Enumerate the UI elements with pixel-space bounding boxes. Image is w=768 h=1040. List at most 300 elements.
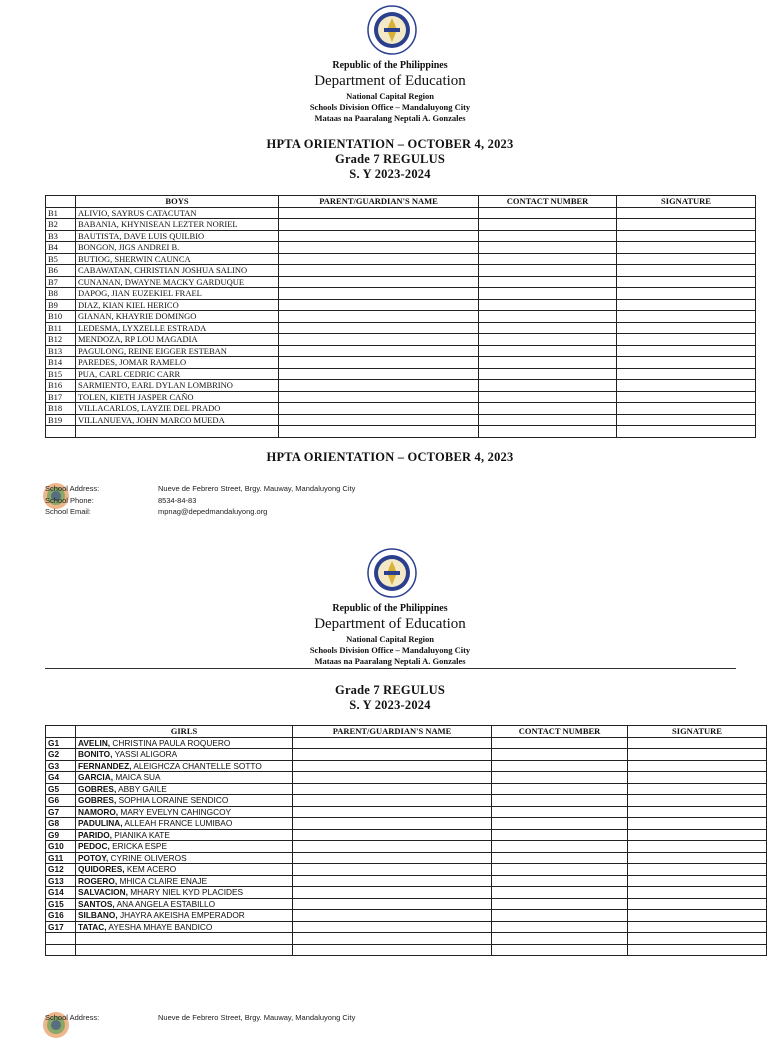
signature-cell[interactable] [617,357,756,369]
student-code: G4 [46,772,76,784]
contact-number-cell[interactable] [479,345,617,357]
student-code: G8 [46,818,76,830]
contact-number-cell[interactable] [492,772,628,784]
contact-number-cell[interactable] [479,357,617,369]
student-code [46,933,76,945]
contact-number-cell[interactable] [479,403,617,415]
student-name [76,795,293,807]
table-row [46,334,756,346]
table-row [46,829,767,841]
student-name: VILLACARLOS, LAYZIE DEL PRADO [76,403,279,415]
student-code: B11 [46,322,76,334]
signature-cell[interactable] [628,760,767,772]
signature-cell[interactable] [628,818,767,830]
parent-name-cell[interactable] [293,841,492,853]
contact-number-cell[interactable] [479,288,617,300]
contact-number-cell[interactable] [492,933,628,945]
student-name: BUTIOG, SHERWIN CAUNCA [76,253,279,265]
division-heading: Schools Division Office – Mandaluyong City [309,645,471,655]
student-given-names: KEM ACERO [124,864,177,875]
student-surname: SILBANO, [78,910,118,921]
parent-name-cell[interactable] [293,737,492,749]
student-name [76,841,293,853]
parent-name-cell[interactable] [279,414,479,426]
table-row [46,783,767,795]
student-code: B8 [46,288,76,300]
signature-cell[interactable] [628,887,767,899]
contact-number-cell[interactable] [492,875,628,887]
student-name: DAPOG, JIAN EUZEKIEL FRAEL [76,288,279,300]
repeat-orientation-title: HPTA ORIENTATION – OCTOBER 4, 2023 [266,450,514,464]
table-row [46,887,767,899]
signature-cell[interactable] [617,299,756,311]
student-code [46,426,76,438]
student-code: B10 [46,311,76,323]
contact-number-cell[interactable] [492,783,628,795]
signature-cell[interactable] [617,219,756,231]
student-name: ALIVIO, SAYRUS CATACUTAN [76,207,279,219]
student-code: G5 [46,783,76,795]
signature-cell[interactable] [628,864,767,876]
contact-number-cell[interactable] [479,322,617,334]
table-row [46,749,767,761]
table-row [46,265,756,277]
table-row [46,864,767,876]
parent-name-cell[interactable] [279,322,479,334]
email-label: School Email: [45,507,91,516]
contact-number-cell[interactable] [492,829,628,841]
grade-title: Grade 7 REGULUS [335,683,445,697]
table-row [46,230,756,242]
student-given-names: ALLEAH FRANCE LUMIBAO [122,818,233,829]
email-value: mpnag@depedmandaluyong.org [158,507,268,516]
table-row [46,322,756,334]
table-row [46,898,767,910]
parent-name-cell[interactable] [279,230,479,242]
student-name: PUA, CARL CEDRIC CARR [76,368,279,380]
signature-cell[interactable] [628,898,767,910]
parent-name-cell[interactable] [293,795,492,807]
student-name: LEDESMA, LYXZELLE ESTRADA [76,322,279,334]
grade-title: Grade 7 REGULUS [335,152,445,166]
student-code: B3 [46,230,76,242]
address-label: School Address: [45,484,100,493]
signature-header: SIGNATURE [628,726,767,738]
student-surname: PARIDO, [78,829,112,840]
address-label: School Address: [45,1013,100,1022]
signature-cell[interactable] [628,933,767,945]
parent-name-cell[interactable] [293,852,492,864]
table-row [46,921,767,933]
student-given-names: CYRINE OLIVEROS [108,852,187,863]
contact-number-cell[interactable] [492,864,628,876]
contact-number-cell[interactable] [479,276,617,288]
code-header [46,726,76,738]
boys-attendance-table [45,195,756,438]
signature-cell[interactable] [617,403,756,415]
student-given-names: ERICKA ESPE [109,841,167,852]
signature-cell[interactable] [628,737,767,749]
parent-name-cell[interactable] [293,910,492,922]
parent-name-cell[interactable] [293,818,492,830]
student-surname: PADULINA, [78,818,123,829]
parent-name-cell[interactable] [293,944,492,956]
parent-name-cell[interactable] [293,898,492,910]
student-name [76,818,293,830]
region-heading: National Capital Region [346,91,434,101]
phone-value: 8534-84-83 [158,495,197,505]
contact-number-cell[interactable] [479,380,617,392]
student-code [46,944,76,956]
signature-cell[interactable] [628,772,767,784]
student-given-names: MAICA SUA [113,772,161,783]
table-row [46,345,756,357]
signature-cell[interactable] [617,322,756,334]
parent-name-cell[interactable] [279,357,479,369]
parent-name-cell[interactable] [293,760,492,772]
student-name: MENDOZA, RP LOU MAGADIA [76,334,279,346]
table-row [46,403,756,415]
table-row [46,933,767,945]
student-name [76,933,293,945]
contact-header: CONTACT NUMBER [492,726,628,738]
signature-cell[interactable] [628,806,767,818]
student-name [76,852,293,864]
parent-name-cell[interactable] [279,391,479,403]
signature-cell[interactable] [628,852,767,864]
contact-number-cell[interactable] [479,207,617,219]
student-code: G11 [46,852,76,864]
signature-cell[interactable] [617,207,756,219]
parent-name-cell[interactable] [293,806,492,818]
parent-name-cell[interactable] [293,829,492,841]
girls-header-row [46,726,767,738]
girls-header: GIRLS [76,726,293,738]
table-row [46,795,767,807]
student-name [76,887,293,899]
contact-number-cell[interactable] [492,760,628,772]
parent-name-cell[interactable] [279,253,479,265]
address-value: Nueve de Febrero Street, Brgy. Mauway, Mandaluyong City [158,1013,356,1022]
student-surname: NAMORO, [78,806,119,817]
table-row [46,426,756,438]
student-code: G14 [46,887,76,899]
student-code: G2 [46,749,76,761]
parent-name-cell[interactable] [279,288,479,300]
student-name [76,737,293,749]
contact-number-cell[interactable] [492,910,628,922]
contact-number-cell[interactable] [479,414,617,426]
student-name [76,426,279,438]
contact-number-cell[interactable] [492,737,628,749]
student-code: B9 [46,299,76,311]
contact-number-cell[interactable] [479,311,617,323]
girls-attendance-table [45,725,767,956]
student-given-names: MHICA CLAIRE ENAJE [117,875,208,886]
table-row [46,760,767,772]
student-name [76,875,293,887]
table-row [46,299,756,311]
address-value: Nueve de Febrero Street, Brgy. Mauway, Mandaluyong City [158,484,356,493]
school-year-title: S. Y 2023-2024 [349,167,431,181]
parent-name-cell[interactable] [279,334,479,346]
student-code: G13 [46,875,76,887]
signature-cell[interactable] [628,875,767,887]
student-name: PAREDES, JOMAR RAMELO [76,357,279,369]
department-heading: Department of Education [314,73,466,89]
parent-name-cell[interactable] [293,875,492,887]
parent-name-cell[interactable] [279,426,479,438]
contact-number-cell[interactable] [479,391,617,403]
student-code: B13 [46,345,76,357]
republic-heading: Republic of the Philippines [332,603,448,614]
contact-number-cell[interactable] [479,426,617,438]
parent-name-cell[interactable] [279,380,479,392]
signature-cell[interactable] [617,230,756,242]
contact-number-cell[interactable] [492,806,628,818]
region-heading: National Capital Region [346,634,434,644]
student-code: G6 [46,795,76,807]
student-code: B19 [46,414,76,426]
header-divider [45,668,736,669]
student-name: DIAZ, KIAN KIEL HERICO [76,299,279,311]
table-row [46,207,756,219]
student-surname: ROGERO, [78,875,118,886]
student-code: B1 [46,207,76,219]
student-surname: GARCIA, [78,772,114,783]
student-surname: QUIDORES, [78,864,125,875]
parent-name-cell[interactable] [279,368,479,380]
parent-name-cell[interactable] [293,783,492,795]
signature-cell[interactable] [628,783,767,795]
student-code: B16 [46,380,76,392]
student-name: BAUTISTA, DAVE LUIS QUILBIO [76,230,279,242]
table-row [46,852,767,864]
signature-cell[interactable] [628,749,767,761]
parent-name-cell[interactable] [293,887,492,899]
signature-cell[interactable] [628,841,767,853]
orientation-title: HPTA ORIENTATION – OCTOBER 4, 2023 [266,137,514,151]
parent-name-cell[interactable] [279,276,479,288]
boys-header-row [46,196,756,208]
student-code: G15 [46,898,76,910]
student-name [76,772,293,784]
student-name: SARMIENTO, EARL DYLAN LOMBRINO [76,380,279,392]
student-name [76,898,293,910]
parent-name-cell[interactable] [279,265,479,277]
school-year-title: S. Y 2023-2024 [349,698,431,712]
student-surname: SANTOS, [78,898,115,909]
student-surname: GOBRES, [78,783,117,794]
contact-number-cell[interactable] [492,841,628,853]
table-row [46,219,756,231]
student-code: G12 [46,864,76,876]
deped-seal-icon [367,5,417,55]
student-name: CABAWATAN, CHRISTIAN JOSHUA SALINO [76,265,279,277]
contact-number-cell[interactable] [479,230,617,242]
school-heading: Mataas na Paaralang Neptali A. Gonzales [314,656,466,666]
student-code: G7 [46,806,76,818]
contact-number-cell[interactable] [492,898,628,910]
table-row [46,841,767,853]
contact-number-cell[interactable] [479,334,617,346]
student-surname: BONITO, [78,749,113,760]
table-row [46,818,767,830]
student-code: G3 [46,760,76,772]
student-name [76,944,293,956]
table-row [46,253,756,265]
student-name: TOLEN, KIETH JASPER CAÑO [76,391,279,403]
republic-heading: Republic of the Philippines [332,60,448,71]
student-code: B2 [46,219,76,231]
parent-name-cell[interactable] [279,207,479,219]
signature-cell[interactable] [628,910,767,922]
student-code: G10 [46,841,76,853]
signature-cell[interactable] [617,380,756,392]
signature-cell[interactable] [617,311,756,323]
student-name: PAGULONG, REINE EIGGER ESTEBAN [76,345,279,357]
contact-number-cell[interactable] [479,253,617,265]
parent-name-cell[interactable] [279,345,479,357]
parent-name-cell[interactable] [293,921,492,933]
parent-name-cell[interactable] [279,403,479,415]
signature-cell[interactable] [617,391,756,403]
student-surname: FERNANDEZ, [78,760,132,771]
table-row [46,276,756,288]
student-code: G1 [46,737,76,749]
signature-cell[interactable] [617,426,756,438]
student-surname: SALVACION, [78,887,128,898]
signature-cell[interactable] [617,414,756,426]
student-name [76,760,293,772]
student-name [76,910,293,922]
phone-label: School Phone: [45,495,94,505]
parent-name-cell[interactable] [279,311,479,323]
contact-number-cell[interactable] [492,795,628,807]
contact-number-cell[interactable] [492,921,628,933]
table-row [46,414,756,426]
student-name [76,864,293,876]
student-surname: AVELIN, [78,737,111,748]
signature-cell[interactable] [628,944,767,956]
contact-header: CONTACT NUMBER [479,196,617,208]
student-given-names: YASSI ALIGORA [112,749,178,760]
table-row [46,311,756,323]
table-row [46,910,767,922]
student-name: BONGON, JIGS ANDREI B. [76,242,279,254]
student-surname: POTOY, [78,852,109,863]
division-heading: Schools Division Office – Mandaluyong City [309,102,471,112]
parent-name-cell[interactable] [293,772,492,784]
contact-number-cell[interactable] [492,944,628,956]
parent-name-cell[interactable] [279,242,479,254]
signature-cell[interactable] [628,921,767,933]
student-given-names: ALEIGHCZA CHANTELLE SOTTO [131,760,262,771]
student-name [76,749,293,761]
signature-cell[interactable] [628,829,767,841]
student-name [76,783,293,795]
student-given-names: ABBY GAILE [116,783,167,794]
contact-number-cell[interactable] [492,749,628,761]
student-code: B18 [46,403,76,415]
signature-cell[interactable] [617,265,756,277]
student-code: B6 [46,265,76,277]
parent-name-cell[interactable] [293,749,492,761]
code-header [46,196,76,208]
signature-cell[interactable] [617,242,756,254]
contact-number-cell[interactable] [492,887,628,899]
signature-cell[interactable] [617,276,756,288]
deped-seal-icon [367,548,417,598]
student-code: B5 [46,253,76,265]
student-name [76,806,293,818]
parent-name-cell[interactable] [279,299,479,311]
student-code: G9 [46,829,76,841]
table-row [46,288,756,300]
student-code: B14 [46,357,76,369]
student-code: B4 [46,242,76,254]
signature-cell[interactable] [617,345,756,357]
boys-header: BOYS [76,196,279,208]
contact-number-cell[interactable] [492,818,628,830]
signature-cell[interactable] [628,795,767,807]
student-surname: GOBRES, [78,795,117,806]
student-given-names: CHRISTINA PAULA ROQUERO [110,737,231,748]
table-row [46,737,767,749]
student-given-names: MHARY NIEL KYD PLACIDES [127,887,244,898]
table-row [46,944,767,956]
table-row [46,391,756,403]
department-heading: Department of Education [314,616,466,632]
table-row [46,357,756,369]
contact-number-cell[interactable] [479,219,617,231]
parent-name-cell[interactable] [293,864,492,876]
student-given-names: PIANIKA KATE [111,829,170,840]
student-name [76,829,293,841]
parent-name-cell[interactable] [293,933,492,945]
student-given-names: ANA ANGELA ESTABILLO [114,898,216,909]
student-name: BABANIA, KHYNISEAN LEZTER NORIEL [76,219,279,231]
contact-number-cell[interactable] [479,242,617,254]
signature-header: SIGNATURE [617,196,756,208]
contact-number-cell[interactable] [479,299,617,311]
student-surname: TATAC, [78,921,107,932]
signature-cell[interactable] [617,253,756,265]
signature-cell[interactable] [617,288,756,300]
contact-number-cell[interactable] [479,265,617,277]
table-row [46,772,767,784]
student-surname: PEDOC, [78,841,110,852]
student-name: CUNANAN, DWAYNE MACKY GARDUQUE [76,276,279,288]
school-heading: Mataas na Paaralang Neptali A. Gonzales [314,113,466,123]
table-row [46,368,756,380]
contact-number-cell[interactable] [479,368,617,380]
student-code: G17 [46,921,76,933]
table-row [46,806,767,818]
parent-name-cell[interactable] [279,219,479,231]
signature-cell[interactable] [617,368,756,380]
student-given-names: JHAYRA AKEISHA EMPERADOR [117,910,245,921]
signature-cell[interactable] [617,334,756,346]
contact-number-cell[interactable] [492,852,628,864]
student-given-names: SOPHIA LORAINE SENDICO [116,795,229,806]
student-name: VILLANUEVA, JOHN MARCO MUEDA [76,414,279,426]
student-name [76,921,293,933]
student-code: B12 [46,334,76,346]
table-row [46,380,756,392]
student-code: B15 [46,368,76,380]
student-given-names: MARY EVELYN CAHINGCOY [118,806,232,817]
